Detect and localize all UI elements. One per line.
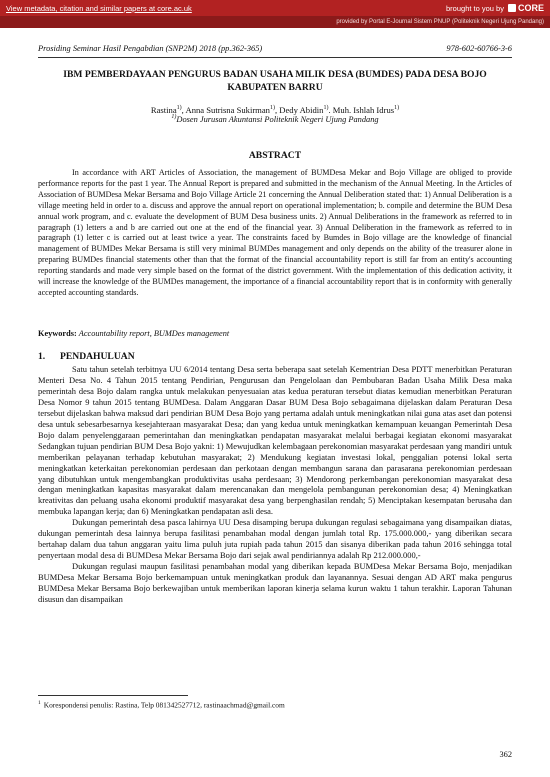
running-header-left: Prosiding Seminar Hasil Pengabdian (SNP2M) 2018 (pp.362-365) [38,44,263,53]
provider-link[interactable]: provided by Portal E-Journal Sistem PNUP (Politeknik Negeri Ujung Pandang) [336,19,544,25]
core-logo-text: CORE [517,3,544,13]
author-name: Dedy Abidin [279,104,324,115]
author-affiliation-mark: 1) [176,105,182,111]
section-heading [38,351,512,362]
section-title: PENDAHULUAN [60,351,135,362]
affiliation-mark: 1) [171,114,177,120]
keywords-label: Keywords: [38,329,77,338]
abstract-text: In accordance with ART Articles of Association, the management of BUMDesa Mekar and Bojo Village are obliged to provide performance reports for the past 1 year. The Annual Report is prepared and submitted in the mechanism of the Annual Meeting. In the Articles of Association of BUMDesa Mekar Bersama and Bojo Village Article 21 concerning the Annual Deliberation stated that: 1) Annual Deliberation is a village meeting held in order to a. discuss and approve the annual report on operational implementation; b. compile and determine the BUM Desa annual work program, and c. evaluate the development of BUM Desa business units. 2) Annual Deliberations in the framework as referred to in paragraph (1) letters a and b are carried out one at the end of the financial year. 3) Annual Deliberation in the framework as referred to in paragraph (1) letter c is carried out at least twice a year. The constraints faced by Bumdes in Bojo village are the knowledge of financial management of BUMDes Mekar Bersama is still very minimal BUMDes management and only depends on the ability of the treasurer alone in preparing BUMDes financial statements other than that the format of the financial accountability report is still far from an entity's accounting reporting standards and made very simple based on the format of the district government. With the implementation of this dedication activity, it will increase the knowledge of the BUMDes management, the importance of a financial accountability report that is in conformity with generally accepted accounting standards. [38,168,512,297]
author-name: Anna Sutrisna Sukirman [185,104,270,115]
core-logo-icon [508,4,516,12]
provider-banner [0,16,550,28]
core-logo[interactable] [508,3,544,13]
paragraph: Dukungan pemerintah desa pasca lahirnya UU Desa disamping berupa dukungan regulasi sebagaimana yang disampaikan diatas, dukungan pemerintah desa lainnya berupa fasilitasi penambahan modal dengan jumlah total Rp. 175.000.000,- yang diberikan secara bertahap dalam dua tahun anggaran yaitu lima puluh juta rupiah pada tahun 2015 dan sisanya diberikan pada tahun 2016 sehingga total penyertaan modal desa di BUMDesa Mekar Bersama Bojo dari sejak awal pendiriannya adalah Rp 212.000.000,- [38,517,512,561]
header-rule [38,57,512,58]
running-header [38,44,512,53]
body-text [38,364,512,605]
core-brand [446,3,544,13]
author-name: Rastina [150,104,177,115]
core-banner [0,0,550,16]
author-affiliation-mark: 1) [323,105,329,111]
author-affiliation-mark: 1) [269,105,275,111]
abstract-heading: ABSTRACT [248,150,302,161]
affiliation [38,114,512,124]
footnote-rule [38,695,188,696]
keywords [38,329,512,338]
page-number: 362 [499,750,512,759]
affiliation-text: Dosen Jurusan Akuntansi Politeknik Negeri Ujung Pandang [176,114,379,124]
running-header-right: 978-602-60766-3-6 [446,44,512,53]
author-list: Rastina$^{1)}$, Anna Sutrisna Sukirman$^{1)}$, Dedy Abidin$^{1)}$. Muh. Ishlah Idrus$^{1)}$ [150,104,400,115]
footnote [38,700,512,709]
paragraph: Satu tahun setelah terbitnya UU 6/2014 tentang Desa serta beberapa saat setelah Kementrian Desa PDTT menerbitkan Peraturan Menteri Desa No. 4 Tahun 2015 tentang Pendirian, Pengurusan dan Pengelolaan dan Pembubaran Badan Usaha Milik Desa maka pemerintah desa Bojo dalam rangka untuk melakukan penyesuaian atas kedua peraturan tersebut diatas kemudian menerbitkan Peraturan Desa Nomor 9 tahun 2015 tentang BUMDesa. Dalam Anggaran Dasar BUM Desa Bojo sebagaimana dijelaskan dalam Peraturan Desa tersebut dijelaskan bahwa maksud dari pendirian BUM Desa Bojo yang pertama adalah untuk meningkatkan nilai guna atas aset dan potensi desa untuk sebesarbesarnya kesejahteraan masyarakat Desa; dan yang kedua untuk meningkatkan kemampuan keuangan Pemerintah Desa Bojo dalam penyelenggaraan pemerintahan dan meningkatkan pendapatan masyarakat melalui berbagai kegiatan ekonomi masyarakat Sedangkan tujuan pendirian BUM Desa Bojo yakni: 1) Mewujudkan kelembagaan perekonomian masyarakat perdesaan yang mandiri untuk memberikan pelayanan terhadap kebutuhan masyarakat; 2) Mendukung kegiatan investasi lokal, penggalian potensi lokal serta meningkatkan keterkaitan perekonomian perdesaan dan perkotaan dengan membangun sarana dan parasarana perekonomian perdesaan yang dibutuhkan untuk mengembangkan produktivitas usaha perdesaan; 3) Mendorong perkembangan perekonomian masyarakat desa dengan meningkatkan kapasitas masyarakat dalam merencanakan dan mengelola pembangunan perekonomian desa; 4) Meningkatkan kreativitas dan peluang usaha ekonomi produktif masyarakat desa yang berpenghasilan rendah; 5) Menciptakan kesempatan berusaha dan membuka lapangan kerja; dan 6) Meningkatkan pendapatan asli desa. [38,364,512,517]
core-metadata-link[interactable]: View metadata, citation and similar papers at core.ac.uk [6,3,192,13]
author-affiliation-mark: 1) [394,105,400,111]
core-brought-by-text: brought to you by [446,3,504,13]
paper-title: IBM PEMBERDAYAAN PENGURUS BADAN USAHA MILIK DESA (BUMDES) PADA DESA BOJO KABUPATEN BARRU [63,69,487,93]
paragraph: Dukungan regulasi maupun fasilitasi penambahan modal yang diberikan kepada BUMDesa Mekar Bersama Bojo, menjadikan BUMDesa Mekar Bersama Bojo berkemampuan untuk meningkatkan produk dan layanannya. Sesuai dengan AD ART maka pengurus BUMDesa Mekar Bersama Bojo berkewajiban untuk memberikan laporan kinerja selama kurun waktu 1 tahun terakhir. Laporan Tahunan disusun dan disampaikan [38,561,512,605]
section-number: 1. [38,351,46,362]
footnote-mark: 1 [38,700,41,706]
footnote-text: Korespondensi penulis: Rastina, Telp 081342527712, rastinaachmad@gmail.com [43,700,285,710]
author-name: Muh. Ishlah Idrus [332,104,395,115]
keywords-value: Accountability report, BUMDes management [78,329,230,338]
